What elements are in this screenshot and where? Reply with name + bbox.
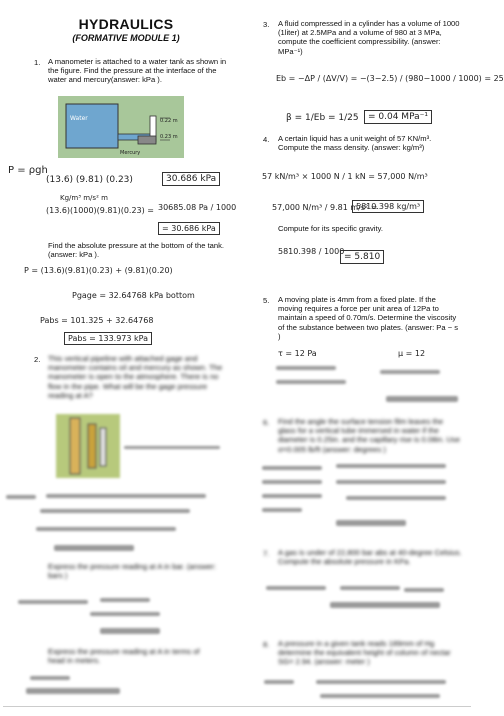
q3-work-bulk-modulus: Eb = −ΔP / (ΔV/V) = −(3−2.5) / (980−1000 / 1000) = 25 [276,74,504,83]
pipeline-figure [56,414,120,478]
figure-dim-label-1: 0.22 m [160,118,178,124]
blurred-work [340,586,400,590]
blurred-work [330,602,440,608]
blurred-work [18,600,88,604]
q4-work2-line: 5810.398 / 1000 [278,247,345,256]
work-line-2: (13.6) (9.81) (0.23) [46,175,133,185]
work-answer-1: 30.686 kPa [162,172,220,186]
blurred-work [54,545,134,551]
figure-mercury-label: Mercury [120,150,141,156]
manometer-figure [58,96,184,158]
blurred-work [276,366,336,370]
q4-answer: 5810.398 kg/m³ [352,200,424,213]
q4-work-line-1: 57 kN/m³ × 1000 N / 1 kN = 57,000 N/m³ [262,172,428,181]
question-3-text: A fluid compressed in a cylinder has a volume of 1000 (1liter) at 2.5MPa and a volume of 980 at 3 MPa, compute the coefficient compressibility. (answer: MPa⁻¹) [278,19,460,56]
question-1-subpart: Find the absolute pressure at the bottom of the tank. (answer: kPa ). [48,241,225,260]
blurred-work [404,588,444,592]
q4-answer-2: = 5.810 [340,250,384,264]
blurred-work [26,688,120,694]
q5-work-line-2: μ = 12 [398,349,426,358]
blurred-work [6,495,36,499]
question-2-number: 2. [34,355,41,364]
question-5-number: 5. [263,296,270,305]
blurred-work [100,598,150,602]
question-6-number: 6. [263,418,270,427]
blurred-work [262,494,322,498]
work-fraction: 30685.08 Pa / 1000 [158,203,237,212]
blurred-work [36,527,176,531]
blurred-work [40,509,190,513]
blurred-work [262,466,322,470]
figure-caption-blurred [124,446,220,449]
question-2-subpart-2: Express the pressure reading at A in terms of head in meters. [48,647,200,666]
blurred-work [380,370,440,374]
work-line-4: (13.6)(1000)(9.81)(0.23) = [46,206,155,215]
page-bottom-divider [3,706,471,707]
blurred-work [336,480,446,484]
question-7-number: 7. [263,549,270,558]
blurred-work [264,680,294,684]
question-7-text: A gas is under of 22,800 bar abs at 40-degree Celsius. Compute the absolute pressure in KPa. [278,548,462,567]
question-2-text: This vertical pipeline with attached gage and manometer contains oil and mercury as shown. The manometer is open to the atmosphere. There is no flow in the pipe. What will be the gage pressure reading at A? [48,354,223,400]
question-2-subpart-1: Express the pressure reading at A in bar. (answer: bars ) [48,562,216,581]
work2-line-2: Pgage = 32.64768 kPa bottom [72,291,195,300]
q3-work-beta: β = 1/Eb = 1/25 [286,113,359,123]
blurred-work [30,676,70,680]
blurred-work [336,464,446,468]
work2-line-1: P = (13.6)(9.81)(0.23) + (9.81)(0.20) [24,266,173,275]
question-3-number: 3. [263,20,270,29]
question-8-number: 8. [263,640,270,649]
blurred-work [100,628,160,634]
figure-dim-label-2: 0.23 m [160,134,178,140]
blurred-work [90,612,160,616]
work-units: Kg/m³ m/s² m [60,194,108,202]
blurred-work [316,680,446,684]
blurred-work [262,480,322,484]
question-1-number: 1. [34,58,41,67]
question-4-text: A certain liquid has a unit weight of 57 KN/m³. Compute the mass density. (answer: kg/m³) [278,134,432,153]
blurred-work [276,380,346,384]
work-formula: P = ρgh [8,165,48,176]
blurred-work [262,508,302,512]
question-4-number: 4. [263,135,270,144]
question-5-text: A moving plate is 4mm from a fixed plate. If the moving requires a force per unit area of 12Pa to maintain a speed of 0.70m/s. Determine the viscosity of the substance between two plates. (answer: Pa − s ) [278,295,459,341]
question-6-text: Find the angle the surface tension film leaves the glass for a vertical tube immersed in water if the diameter is 0.25in. and the capillary rise is 0.08in. Use σ=0.005 lb/ft (answer: degrees ) [278,417,460,454]
blurred-work [386,396,458,402]
question-8-text: A pressure in a given tank reads 189mm of Hg determine the equivalent height of column of nectar SG= 2.94. (answer: meter ) [278,639,451,667]
work2-answer: Pabs = 133.973 kPa [64,332,152,345]
question-1-text: A manometer is attached to a water tank as shown in the figure. Find the pressure at the interface of the water and mercury(answer: kPa ). [48,57,227,85]
q3-answer: = 0.04 MPa⁻¹ [364,110,432,124]
page-title: HYDRAULICS [78,16,174,32]
question-4-subpart: Compute for its specific gravity. [278,224,383,233]
blurred-work [46,494,206,498]
work2-line-3: Pabs = 101.325 + 32.64768 [40,316,154,325]
work-answer-2: = 30.686 kPa [158,222,220,235]
page-subtitle: (FORMATIVE MODULE 1) [72,33,180,43]
blurred-work [346,496,446,500]
q5-work-line-1: τ = 12 Pa [278,349,317,358]
q4-work-line-2: 57,000 N/m³ / 9.81 m/s² = [272,203,378,212]
blurred-work [320,694,440,698]
blurred-work [336,520,406,526]
blurred-work [266,586,326,590]
figure-water-label: Water [70,115,88,122]
